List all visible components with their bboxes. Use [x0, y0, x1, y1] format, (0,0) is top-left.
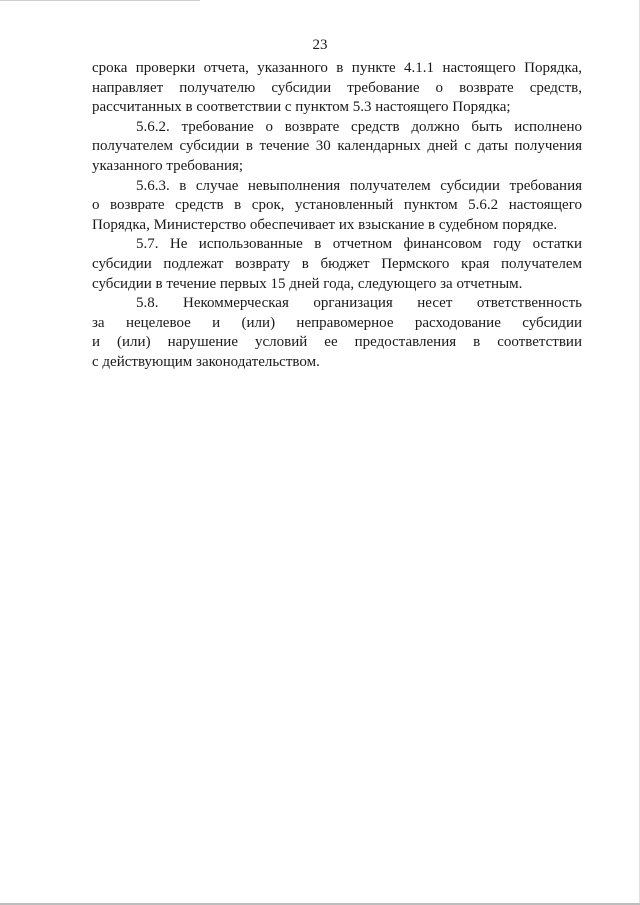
- text-line: Порядка, Министерство обеспечивает их взыскание в судебном порядке.: [92, 216, 558, 233]
- text-line: указанного требования;: [92, 157, 244, 174]
- text-line: 5.6.2. требование о возврате средств должно быть исполнено: [136, 118, 582, 135]
- text-line: 5.8. Некоммерческая организация несет ответственность: [136, 295, 582, 312]
- page-number: 23: [312, 37, 328, 53]
- text-line: 5.7. Не использованные в отчетном финансовом году остатки: [136, 236, 582, 253]
- text-line: с действующим законодательством.: [92, 353, 320, 370]
- text-line: субсидии подлежат возврату в бюджет Пермского края получателем: [92, 255, 582, 272]
- text-line: рассчитанных в соответствии с пунктом 5.3 настоящего Порядка;: [92, 99, 511, 116]
- text-line: субсидии в течение первых 15 дней года, следующего за отчетным.: [92, 275, 523, 292]
- text-line: получателем субсидии в течение 30 календарных дней с даты получения: [92, 138, 582, 155]
- body-text: [92, 59, 582, 373]
- text-line: о возврате средств в срок, установленный пунктом 5.6.2 настоящего: [92, 197, 582, 214]
- text-line: и (или) нарушение условий ее предоставления в соответствии: [92, 334, 582, 351]
- scan-edge-top: [0, 0, 200, 1]
- text-line: направляет получателю субсидии требование о возврате средств,: [92, 79, 582, 96]
- text-line: за нецелевое и (или) неправомерное расходование субсидии: [92, 314, 582, 331]
- text-line: срока проверки отчета, указанного в пункте 4.1.1 настоящего Порядка,: [92, 60, 582, 76]
- text-line: 5.6.3. в случае невыполнения получателем субсидии требования: [136, 177, 582, 194]
